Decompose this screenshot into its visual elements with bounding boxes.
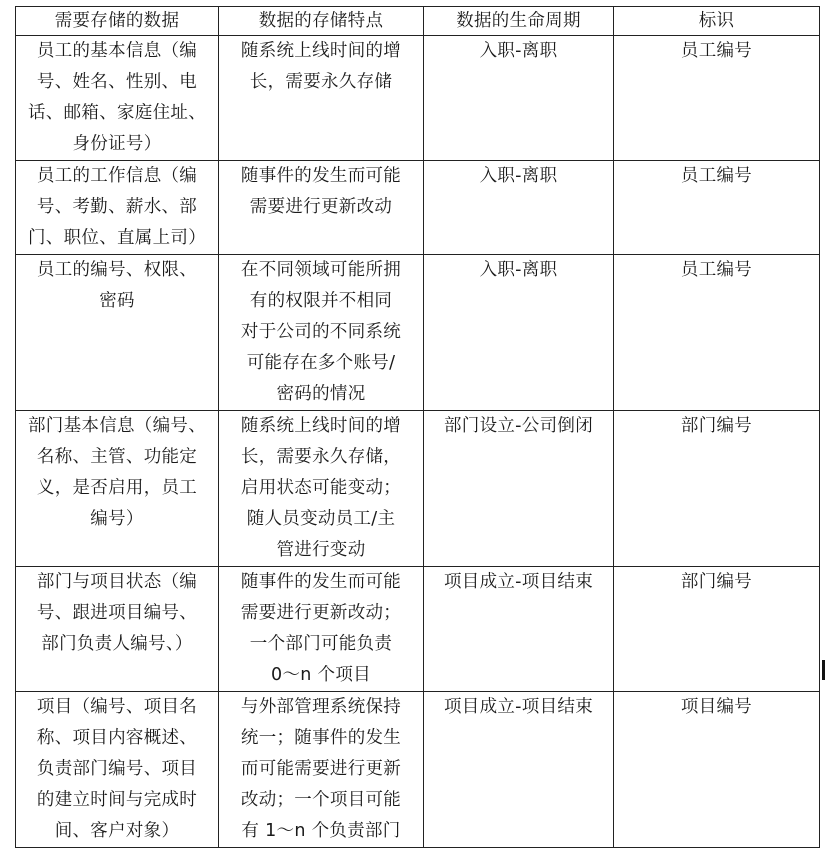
table-row [16, 255, 820, 411]
cell-lifecycle: 入职-离职 [424, 255, 614, 411]
cell-feature: 随事件的发生而可能 需要进行更新改动； 一个部门可能负责 0～n 个项目 [219, 567, 424, 692]
cell-data: 员工的编号、权限、 密码 [16, 255, 219, 411]
header-data-to-store: 需要存储的数据 [16, 7, 219, 36]
cell-feature: 在不同领域可能所拥 有的权限并不相同 对于公司的不同系统 可能存在多个账号/ 密码的情况 [219, 255, 424, 411]
header-lifecycle: 数据的生命周期 [424, 7, 614, 36]
cell-data: 项目（编号、项目名 称、项目内容概述、 负责部门编号、项目 的建立时间与完成时 间、客户对象） [16, 692, 219, 848]
cell-lifecycle: 入职-离职 [424, 161, 614, 255]
cell-lifecycle: 入职-离职 [424, 36, 614, 161]
cell-data: 员工的工作信息（编 号、考勤、薪水、部 门、职位、直属上司） [16, 161, 219, 255]
text-cursor-marker [822, 660, 825, 680]
table-row [16, 161, 820, 255]
table-row [16, 692, 820, 848]
cell-feature: 随系统上线时间的增 长，需要永久存储， 启用状态可能变动； 随人员变动员工/主 管进行变动 [219, 411, 424, 567]
cell-lifecycle: 项目成立-项目结束 [424, 692, 614, 848]
cell-lifecycle: 项目成立-项目结束 [424, 567, 614, 692]
table-row [16, 567, 820, 692]
cell-lifecycle: 部门设立-公司倒闭 [424, 411, 614, 567]
cell-data: 部门基本信息（编号、 名称、主管、功能定 义，是否启用，员工 编号） [16, 411, 219, 567]
table-row [16, 36, 820, 161]
cell-identifier: 员工编号 [614, 161, 820, 255]
cell-data: 部门与项目状态（编 号、跟进项目编号、 部门负责人编号、） [16, 567, 219, 692]
header-identifier: 标识 [614, 7, 820, 36]
header-storage-features: 数据的存储特点 [219, 7, 424, 36]
cell-identifier: 部门编号 [614, 567, 820, 692]
table-header-row [16, 7, 820, 36]
data-storage-table [15, 6, 820, 848]
cell-feature: 与外部管理系统保持 统一；随事件的发生 而可能需要进行更新 改动；一个项目可能 有 1～n 个负责部门 [219, 692, 424, 848]
cell-identifier: 员工编号 [614, 36, 820, 161]
cell-identifier: 项目编号 [614, 692, 820, 848]
cell-identifier: 员工编号 [614, 255, 820, 411]
cell-identifier: 部门编号 [614, 411, 820, 567]
cell-data: 员工的基本信息（编 号、姓名、性别、电 话、邮箱、家庭住址、 身份证号） [16, 36, 219, 161]
table-row [16, 411, 820, 567]
cell-feature: 随事件的发生而可能 需要进行更新改动 [219, 161, 424, 255]
cell-feature: 随系统上线时间的增 长，需要永久存储 [219, 36, 424, 161]
